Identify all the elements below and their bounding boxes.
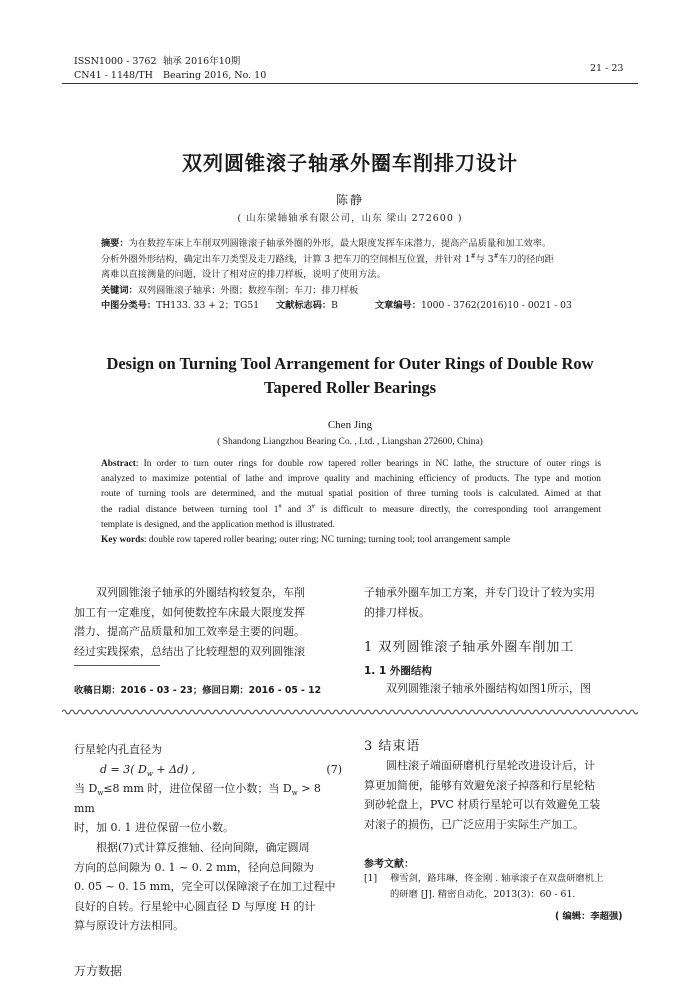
- author-en: Chen Jing: [327, 419, 373, 431]
- references-label: 参考文献：: [364, 859, 414, 870]
- keywords-en: : double row tapered roller bearing; outer ring; NC turning; turning tool; tool arrangement sample: [143, 535, 511, 546]
- section-1-heading: 1 双列圆锥滚子轴承外圈车削加工: [364, 640, 575, 655]
- lower-left-text: [74, 740, 342, 936]
- text-line: 加工有一定难度，如何使数控车床最大限度发挥: [74, 605, 305, 619]
- text-line: 潜力、提高产品质量和加工效率是主要的问题。: [74, 625, 305, 639]
- abstract-cn-line: 离难以直接测量的问题，设计了相对应的排刀样板，说明了使用方法。: [101, 269, 386, 280]
- sup-mark: #: [493, 252, 499, 260]
- keywords-cn-label: 关键词：: [101, 284, 138, 296]
- abstract-en-line: and 3: [281, 504, 312, 515]
- text-line: 算与原设计方法相同。: [74, 919, 184, 933]
- abstract-en-line: analyzed to maximize potential of lathe and improve quality and machining efficiency of products. The type and motion: [101, 474, 601, 485]
- header-journal-cn: 轴承 2016年10期: [163, 56, 241, 67]
- section-1-1-heading: 1. 1 外圈结构: [364, 665, 432, 677]
- text-line: 圆柱滚子端面研磨机行星轮改进设计后，计: [386, 759, 595, 772]
- reference-line: 的研磨 [J]. 精密自动化，2013(3)：60 - 61.: [390, 889, 576, 900]
- clc-value: TH133. 33 + 2；TG51: [156, 300, 260, 311]
- abstract-en-line: : In order to turn outer rings for double row tapered roller bearings in NC lathe, the structure of outer rings is: [135, 459, 601, 469]
- abstract-cn-line: 为在数控车床上车削双列圆锥滚子轴承外圈的外形，最大限度发挥车床潜力，提高产品质量和加工效率。: [128, 238, 552, 249]
- text-line: 时，加 0. 1 进位保留一位小数。: [74, 821, 234, 835]
- header-journal-en: Bearing 2016, No. 10: [163, 70, 267, 81]
- section-3-heading: 3 结束语: [364, 739, 421, 754]
- sup-mark: #: [278, 503, 282, 510]
- equation-number: (7): [326, 762, 342, 776]
- title-en-line: Design on Turning Tool Arrangement for Outer Rings of Double Row: [106, 354, 594, 373]
- sup-mark: #: [311, 503, 315, 510]
- abstract-cn-line: 与 3: [475, 253, 494, 265]
- editor-note: ( 编辑：李超强): [555, 911, 623, 922]
- text-line: ≤8 mm 时，进位保留一位小数；当 D: [103, 782, 292, 796]
- formula: + Δd) ,: [152, 762, 196, 776]
- doc-code-value: B: [331, 300, 338, 311]
- clc-label: 中图分类号：: [101, 300, 157, 311]
- abstract-en-label: Abstract: [101, 459, 136, 469]
- intro-right: [364, 583, 630, 622]
- affiliation-en: ( Shandong Liangzhou Bearing Co. , Ltd. , Liangshan 272600, China): [217, 437, 483, 447]
- article-no-label: 文章编号：: [375, 300, 421, 311]
- text-line: 当 D: [74, 782, 98, 796]
- text-line: 对滚子的损伤，已广泛应用于实际生产加工。: [364, 817, 584, 831]
- text-line: 行星轮内孔直径为: [74, 743, 162, 756]
- abstract-en-line: route of turning tools are determined, and the mutual spatial position of three turning tools is calculated. Aimed at that: [101, 489, 601, 500]
- received-date: 收稿日期：2016 - 03 - 23；修回日期：2016 - 05 - 12: [74, 685, 322, 696]
- reference-line: 穆雪剑，路玮琳，佟金刚 . 轴承滚子在双盘研磨机上: [390, 873, 604, 884]
- abstract-cn-line: 分析外圈外形结构，确定出车刀类型及走刀路线，计算 3 把车刀的空间相互位置，并针对 1: [101, 253, 471, 265]
- doc-code-label: 文献标志码：: [276, 300, 332, 311]
- text-line: 0. 05 ~ 0. 15 mm，完全可以保障滚子在加工过程中: [74, 880, 336, 894]
- conclusion-text: [364, 756, 630, 834]
- text-line: 到砂轮盘上，PVC 材质行星轮可以有效避免工装: [364, 798, 601, 812]
- header-cn-code: CN41 - 1148/TH: [74, 70, 153, 81]
- abstract-en-line: is difficult to measure directly, the corresponding tool arrangement: [314, 504, 601, 515]
- author-cn: 陈静: [335, 193, 364, 207]
- article-no-value: 1000 - 3762(2016)10 - 0021 - 03: [420, 300, 572, 311]
- abstract-en-line: template is designed, and the application method is illustrated.: [101, 519, 335, 530]
- text-line: 良好的自转。行星轮中心圆直径 D 与厚度 H 的计: [74, 899, 316, 913]
- keywords-en-label: Key words: [101, 535, 144, 546]
- abstract-cn: [101, 236, 601, 314]
- formula-sub: w: [291, 789, 298, 798]
- section-1-1-text: 双列圆锥滚子轴承外圈结构如图1所示，图: [386, 682, 591, 695]
- abstract-en-line: the radial distance between turning tool 1: [101, 504, 279, 515]
- formula-sub: w: [146, 769, 153, 778]
- formula: d = 3( D: [100, 762, 147, 776]
- abstract-cn-line: 车刀的径向距: [498, 253, 554, 265]
- text-line: > 8 mm: [74, 782, 321, 815]
- header-pages: 21 - 23: [590, 63, 624, 74]
- keywords-cn: 双列圆锥滚子轴承；外圈；数控车削；车刀；排刀样板: [137, 284, 359, 296]
- reference-number: [1]: [364, 873, 378, 884]
- footnote-rule: [74, 665, 160, 666]
- header-issn: ISSN1000 - 3762: [74, 56, 157, 67]
- intro-left: [74, 583, 342, 661]
- text-line: 的排刀样板。: [364, 605, 430, 619]
- text-line: 双列圆锥滚子轴承的外圈结构较复杂，车削: [96, 586, 305, 599]
- abstract-en: [101, 457, 601, 548]
- text-line: 算更加简便，能够有效避免滚子掉落和行星轮粘: [364, 778, 595, 792]
- text-line: 方向的总间隙为 0. 1 ~ 0. 2 mm，径向总间隙为: [74, 860, 315, 874]
- formula-sub: w: [97, 789, 104, 798]
- affiliation-cn: ( 山东梁轴轴承有限公司，山东 梁山 272600 ): [237, 213, 463, 224]
- text-line: 根据(7)式计算反推轴、径向间隙，确定圆周: [96, 840, 310, 854]
- page-title-en: [0, 352, 700, 400]
- sup-mark: #: [470, 252, 476, 260]
- title-en-line: Tapered Roller Bearings: [263, 378, 437, 397]
- text-line: 经过实践探索，总结出了比较理想的双列圆锥滚: [74, 644, 305, 658]
- page-title-cn: 双列圆锥滚子轴承外圈车削排刀设计: [182, 151, 518, 175]
- text-line: 子轴承外圈车加工方案，并专门设计了较为实用: [364, 586, 595, 599]
- page-break-wave: [62, 707, 638, 717]
- abstract-cn-label: 摘要：: [101, 238, 129, 249]
- header-rule: [62, 83, 638, 84]
- reference-item: [364, 871, 630, 903]
- footer-watermark: 万方数据: [74, 964, 123, 978]
